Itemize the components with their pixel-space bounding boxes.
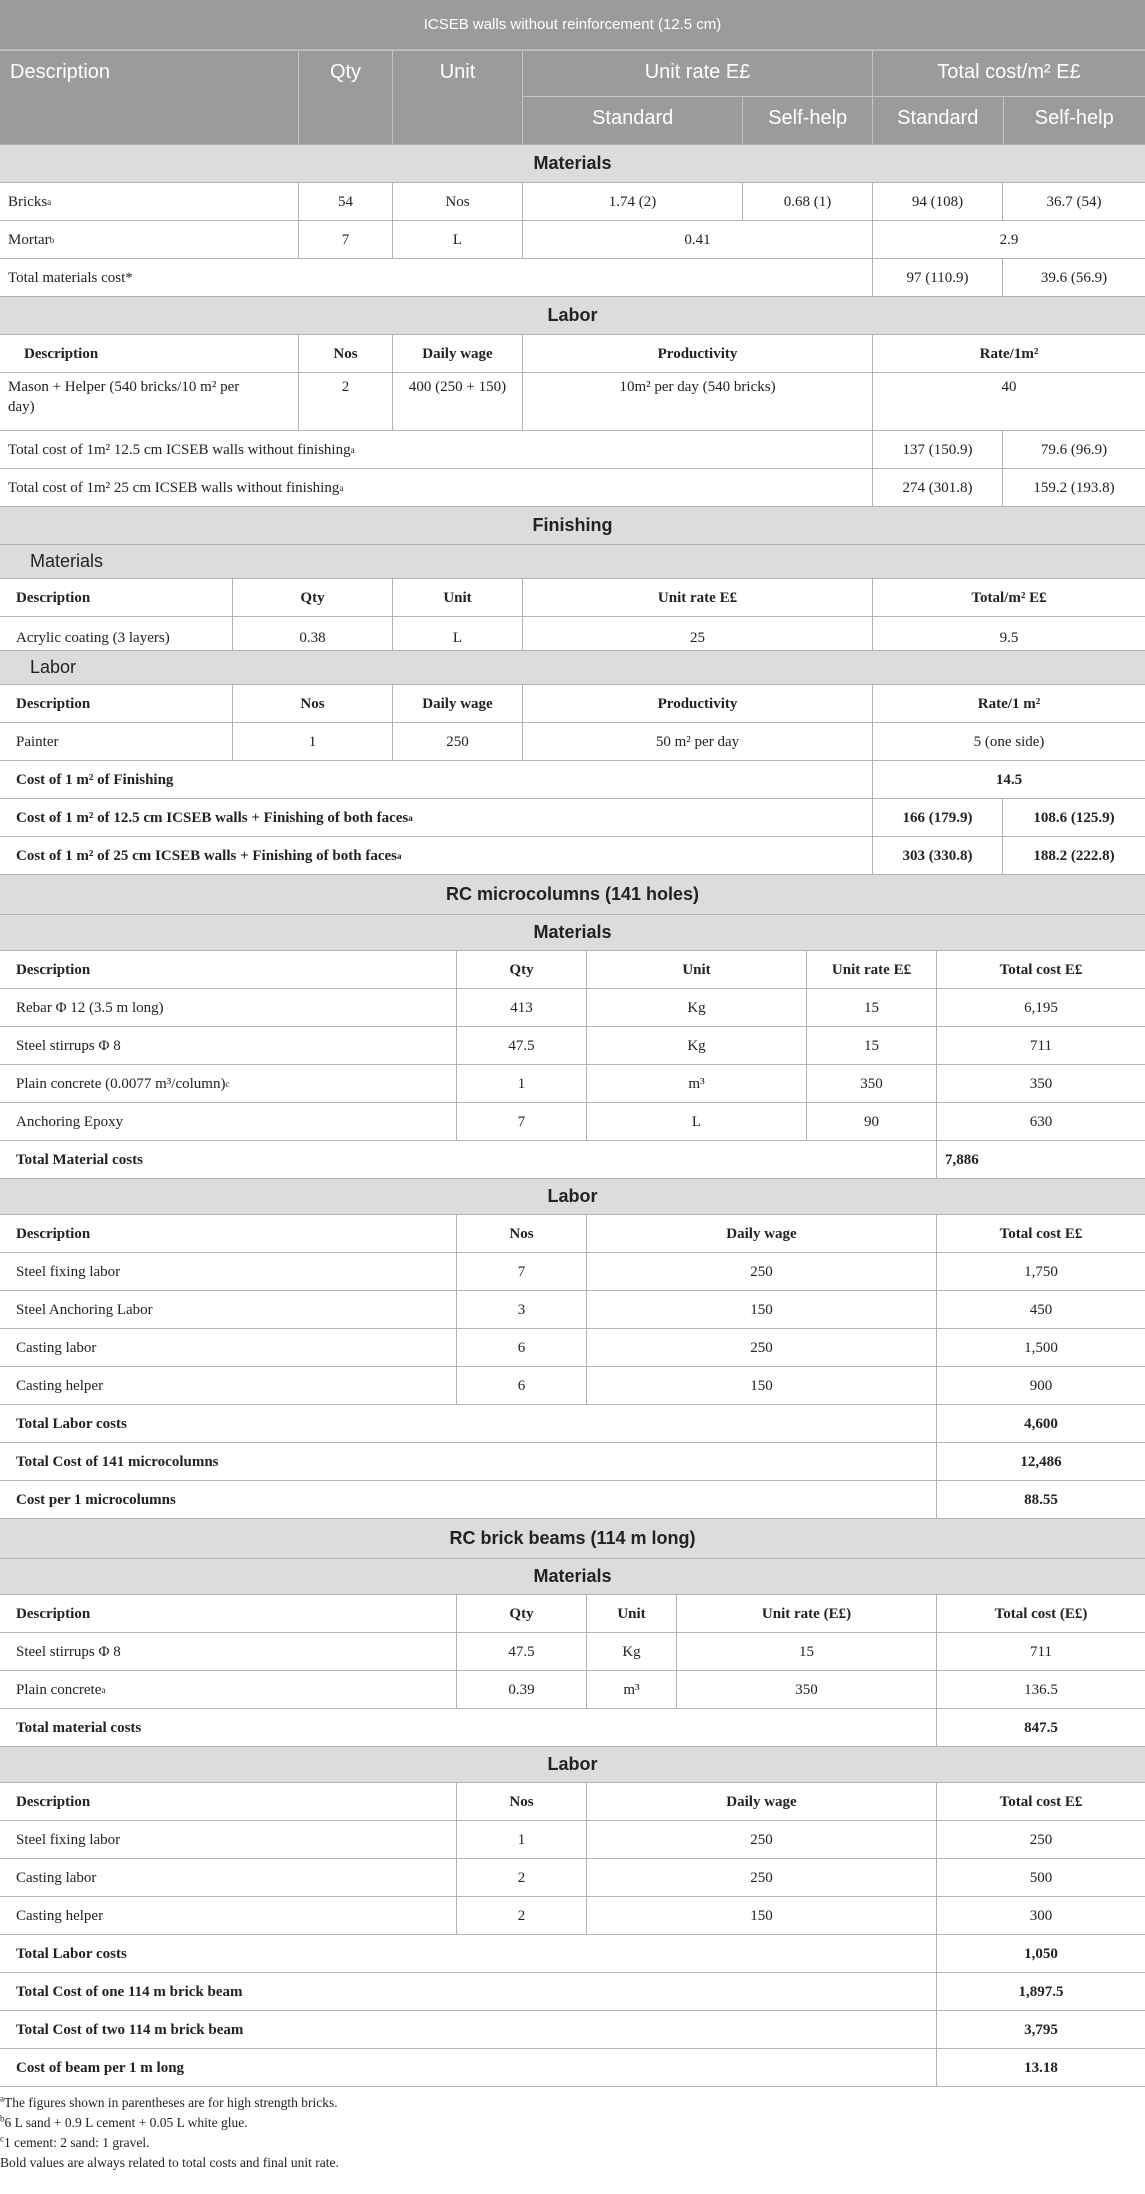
footnote: Bold values are always related to total costs and final unit rate.: [0, 2155, 339, 2170]
row-total-standard: 303 (330.8): [872, 837, 1002, 874]
col-total-cost: Total cost (E£): [936, 1595, 1145, 1632]
row-total-self-help: 159.2 (193.8): [1002, 469, 1145, 506]
microcolumns-labor-rows: [0, 1253, 1145, 1405]
header-qty: Qty: [298, 50, 392, 144]
section-beams-title: RC brick beams (114 m long): [449, 1528, 696, 1548]
row-unit-rate: 350: [676, 1671, 936, 1708]
section-beams-materials-title: Materials: [533, 1566, 612, 1586]
row-total-cost: 13.18: [936, 2049, 1145, 2086]
table-row-total: [0, 2011, 1145, 2049]
section-materials: [0, 145, 1145, 183]
row-total-cost: 4,600: [936, 1405, 1145, 1442]
row-description: Casting labor: [16, 1869, 97, 1886]
row-total-cost: 1,750: [936, 1253, 1145, 1290]
row-unit: L: [392, 221, 522, 258]
row-unit: m³: [586, 1065, 806, 1102]
row-description: Rebar Φ 12 (3.5 m long): [16, 999, 164, 1016]
row-total-cost: 88.55: [936, 1481, 1145, 1518]
row-unit: Kg: [586, 989, 806, 1026]
row-unit-rate: 90: [806, 1103, 936, 1140]
header-unit-rate: Unit rate E£: [523, 50, 872, 97]
table-row: [0, 373, 1145, 431]
table-row: [0, 1671, 1145, 1709]
row-total-cost: 3,795: [936, 2011, 1145, 2048]
table-row-total: [0, 469, 1145, 507]
row-total-cost: 1,050: [936, 1935, 1145, 1972]
col-daily-wage: Daily wage: [586, 1783, 936, 1820]
row-rate-self-help: 0.68 (1): [742, 183, 872, 220]
table-row: [0, 221, 1145, 259]
row-description: Cost of 1 m² of 12.5 cm ICSEB walls + Finishing of both faces a: [16, 809, 413, 826]
row-total-cost: 7,886: [936, 1141, 1145, 1178]
row-total: 14.5: [872, 761, 1145, 798]
row-description: Cost of beam per 1 m long: [16, 2059, 185, 2076]
row-daily-wage: 150: [586, 1897, 936, 1934]
footnotes: [0, 2087, 1145, 2173]
row-unit: Nos: [392, 183, 522, 220]
col-description: Description: [16, 1793, 91, 1810]
table-row: [0, 617, 1145, 651]
col-total-cost: Total cost E£: [936, 1215, 1145, 1252]
table-row: [0, 723, 1145, 761]
section-beams-labor: [0, 1747, 1145, 1783]
table-row: [0, 1291, 1145, 1329]
row-description: Cost of 1 m² of Finishing: [16, 771, 174, 788]
table-row-total: [0, 431, 1145, 469]
row-total-standard: 137 (150.9): [872, 431, 1002, 468]
row-unit-rate: 350: [806, 1065, 936, 1102]
row-daily-wage: 250: [392, 723, 522, 760]
header-total-cost-group: [872, 50, 1145, 144]
row-rate: 5 (one side): [872, 723, 1145, 760]
row-total-self-help: 36.7 (54): [1002, 183, 1145, 220]
table-row: [0, 1065, 1145, 1103]
section-microcolumns-materials: [0, 915, 1145, 951]
row-total-self-help: 188.2 (222.8): [1002, 837, 1145, 874]
row-description: Painter: [16, 733, 59, 750]
table-row: [0, 1253, 1145, 1291]
table-row-total: [0, 1141, 1145, 1179]
row-total-standard: 166 (179.9): [872, 799, 1002, 836]
table-row-total: [0, 1709, 1145, 1747]
row-description: Steel stirrups Φ 8: [16, 1643, 121, 1660]
col-daily-wage: Daily wage: [586, 1215, 936, 1252]
col-total-cost: Total cost E£: [936, 1783, 1145, 1820]
row-description: Casting helper: [16, 1377, 104, 1394]
section-labor: [0, 297, 1145, 335]
table-row-total: [0, 2049, 1145, 2087]
col-productivity: Productivity: [522, 685, 872, 722]
col-description: Description: [16, 695, 91, 712]
row-description: Steel stirrups Φ 8: [16, 1037, 121, 1054]
row-total-cost: 250: [936, 1821, 1145, 1858]
col-unit: Unit: [586, 951, 806, 988]
row-unit: Kg: [586, 1027, 806, 1064]
table-row-total: [0, 837, 1145, 875]
row-total-cost: 450: [936, 1291, 1145, 1328]
row-total-cost: 900: [936, 1367, 1145, 1404]
subsection-materials-title: Materials: [30, 551, 104, 571]
row-total-self-help: 39.6 (56.9): [1002, 259, 1145, 296]
row-description: Cost per 1 microcolumns: [16, 1491, 176, 1508]
row-total-standard: 274 (301.8): [872, 469, 1002, 506]
row-description: Total Labor costs: [16, 1415, 127, 1432]
table-row-total: [0, 259, 1145, 297]
row-total-self-help: 79.6 (96.9): [1002, 431, 1145, 468]
subsection-materials: [0, 545, 1145, 579]
row-unit: L: [586, 1103, 806, 1140]
row-total: 2.9: [872, 221, 1145, 258]
row-description: Total cost of 1m² 25 cm ICSEB walls without finishing a: [8, 479, 344, 496]
table-row: [0, 1821, 1145, 1859]
section-microcolumns-materials-title: Materials: [533, 922, 612, 942]
row-total-cost: 847.5: [936, 1709, 1145, 1746]
microcolumns-labor-header: [0, 1215, 1145, 1253]
col-qty: Qty: [456, 1595, 586, 1632]
col-qty: Qty: [232, 579, 392, 616]
row-nos: 6: [456, 1329, 586, 1366]
header-total-cost: Total cost/m² E£: [873, 50, 1145, 97]
row-nos: 6: [456, 1367, 586, 1404]
header-unit: Unit: [392, 50, 522, 144]
row-unit-rate: 15: [676, 1633, 936, 1670]
row-rate-standard: 1.74 (2): [522, 183, 742, 220]
section-microcolumns-labor-title: Labor: [547, 1186, 598, 1206]
row-description: Steel fixing labor: [16, 1263, 121, 1280]
row-qty: 54: [298, 183, 392, 220]
table-row: [0, 1103, 1145, 1141]
row-description: Anchoring Epoxy: [16, 1113, 124, 1130]
row-rate: 40: [872, 373, 1145, 430]
section-microcolumns-labor: [0, 1179, 1145, 1215]
row-unit: m³: [586, 1671, 676, 1708]
row-daily-wage: 250: [586, 1859, 936, 1896]
col-unit-rate: Unit rate E£: [522, 579, 872, 616]
table-row: [0, 1027, 1145, 1065]
table-row: [0, 183, 1145, 221]
col-total-cost: Total cost E£: [936, 951, 1145, 988]
row-total-cost: 630: [936, 1103, 1145, 1140]
beams-labor-rows: [0, 1821, 1145, 1935]
row-nos: 2: [456, 1897, 586, 1934]
col-unit: Unit: [586, 1595, 676, 1632]
footnote: $^b$6 L sand + 0.9 L cement + 0.05 L white glue.: [0, 2113, 248, 2130]
row-unit-rate: 15: [806, 989, 936, 1026]
row-total-cost: 6,195: [936, 989, 1145, 1026]
col-description: Description: [24, 345, 99, 362]
row-total: 9.5: [872, 617, 1145, 650]
beams-materials-header: [0, 1595, 1145, 1633]
row-daily-wage: 250: [586, 1821, 936, 1858]
column-header: [0, 50, 1145, 145]
col-nos: Nos: [456, 1783, 586, 1820]
header-description: Description: [0, 50, 298, 144]
finishing-materials-header: [0, 579, 1145, 617]
row-description: Acrylic coating (3 layers): [16, 630, 170, 646]
beams-materials-rows: [0, 1633, 1145, 1709]
row-total-standard: 97 (110.9): [872, 259, 1002, 296]
header-total-standard: Standard: [897, 107, 979, 129]
section-beams: [0, 1519, 1145, 1559]
table-row-total: [0, 1405, 1145, 1443]
row-productivity: 10m² per day (540 bricks): [522, 373, 872, 430]
row-daily-wage: 250: [586, 1253, 936, 1290]
section-microcolumns-title: RC microcolumns (141 holes): [445, 884, 700, 904]
col-description: Description: [16, 961, 91, 978]
row-description: Steel fixing labor: [16, 1831, 121, 1848]
row-total-cost: 711: [936, 1027, 1145, 1064]
section-finishing: [0, 507, 1145, 545]
col-unit-rate: Unit rate E£: [806, 951, 936, 988]
table-row-total: [0, 1935, 1145, 1973]
table-row: [0, 1367, 1145, 1405]
col-unit: Unit: [392, 579, 522, 616]
row-description: Total materials cost*: [8, 269, 133, 286]
row-description: Steel Anchoring Labor: [16, 1301, 153, 1318]
table-row: [0, 1859, 1145, 1897]
col-total: Total/m² E£: [872, 579, 1145, 616]
row-daily-wage: 150: [586, 1367, 936, 1404]
table-row: [0, 1897, 1145, 1935]
row-qty: 7: [298, 221, 392, 258]
col-qty: Qty: [456, 951, 586, 988]
row-nos: 1: [232, 723, 392, 760]
row-daily-wage: 250: [586, 1329, 936, 1366]
table-row: [0, 1633, 1145, 1671]
row-total-cost: 1,500: [936, 1329, 1145, 1366]
row-total-cost: 12,486: [936, 1443, 1145, 1480]
col-rate: Rate/1m²: [872, 335, 1145, 372]
row-daily-wage: 150: [586, 1291, 936, 1328]
col-nos: Nos: [298, 335, 392, 372]
section-beams-materials: [0, 1559, 1145, 1595]
section-finishing-title: Finishing: [532, 515, 613, 535]
subsection-labor: [0, 651, 1145, 685]
row-description: Total Labor costs: [16, 1945, 127, 1962]
row-total-cost: 1,897.5: [936, 1973, 1145, 2010]
row-qty: 47.5: [456, 1027, 586, 1064]
col-daily-wage: Daily wage: [392, 685, 522, 722]
table-title: ICSEB walls without reinforcement (12.5 cm): [423, 15, 722, 33]
row-nos: 1: [456, 1821, 586, 1858]
row-description: Plain concrete a: [16, 1681, 106, 1698]
row-description: Casting helper: [16, 1907, 104, 1924]
table-row-total: [0, 1973, 1145, 2011]
row-unit: Kg: [586, 1633, 676, 1670]
row-nos: 3: [456, 1291, 586, 1328]
header-rate-standard: Standard: [592, 107, 674, 129]
col-productivity: Productivity: [522, 335, 872, 372]
row-qty: 1: [456, 1065, 586, 1102]
row-daily-wage: 400 (250 + 150): [392, 373, 522, 430]
table-row: [0, 989, 1145, 1027]
col-description: Description: [16, 1605, 91, 1622]
header-unit-rate-group: [522, 50, 872, 144]
section-labor-title: Labor: [547, 305, 598, 325]
row-nos: 7: [456, 1253, 586, 1290]
row-description: Total Cost of two 114 m brick beam: [16, 2021, 244, 2038]
row-total-cost: 711: [936, 1633, 1145, 1670]
table-row-total: [0, 1443, 1145, 1481]
row-nos: 2: [298, 373, 392, 430]
col-nos: Nos: [456, 1215, 586, 1252]
col-rate: Rate/1 m²: [872, 685, 1145, 722]
table-row-total: [0, 799, 1145, 837]
footnote: $^c$1 cement: 2 sand: 1 gravel.: [0, 2133, 150, 2150]
row-description: Total Material costs: [16, 1151, 143, 1168]
col-unit-rate: Unit rate (E£): [676, 1595, 936, 1632]
row-total-cost: 136.5: [936, 1671, 1145, 1708]
finishing-labor-header: [0, 685, 1145, 723]
table-row-total: [0, 761, 1145, 799]
row-description: Total Cost of one 114 m brick beam: [16, 1983, 243, 2000]
row-rate: 0.41: [522, 221, 872, 258]
microcolumns-materials-rows: [0, 989, 1145, 1141]
row-description: Mason + Helper (540 bricks/10 m² per day): [8, 379, 240, 415]
row-nos: 2: [456, 1859, 586, 1896]
row-qty: 0.38: [232, 617, 392, 650]
col-description: Description: [16, 1225, 91, 1242]
section-beams-labor-title: Labor: [547, 1754, 598, 1774]
row-total-cost: 350: [936, 1065, 1145, 1102]
row-description: Mortar b: [8, 231, 55, 248]
row-total-cost: 300: [936, 1897, 1145, 1934]
row-description: Total material costs: [16, 1719, 142, 1736]
subsection-labor-title: Labor: [30, 657, 77, 677]
header-rate-self-help: Self-help: [742, 97, 872, 144]
microcolumns-materials-header: [0, 951, 1145, 989]
row-unit: L: [392, 617, 522, 650]
row-productivity: 50 m² per day: [522, 723, 872, 760]
row-qty: 7: [456, 1103, 586, 1140]
header-total-self-help: Self-help: [1003, 97, 1145, 144]
table-title-row: [0, 0, 1145, 50]
labor-header-row: [0, 335, 1145, 373]
row-total-cost: 500: [936, 1859, 1145, 1896]
row-description: Bricks a: [8, 193, 52, 210]
row-qty: 413: [456, 989, 586, 1026]
section-microcolumns: [0, 875, 1145, 915]
row-unit-rate: 15: [806, 1027, 936, 1064]
row-qty: 0.39: [456, 1671, 586, 1708]
row-unit-rate: 25: [522, 617, 872, 650]
section-materials-title: Materials: [533, 153, 612, 173]
col-daily-wage: Daily wage: [392, 335, 522, 372]
row-description: Casting labor: [16, 1339, 97, 1356]
row-description: Total Cost of 141 microcolumns: [16, 1453, 219, 1470]
table-row-total: [0, 1481, 1145, 1519]
row-description: Cost of 1 m² of 25 cm ICSEB walls + Finishing of both faces a: [16, 847, 402, 864]
row-qty: 47.5: [456, 1633, 586, 1670]
row-description: Total cost of 1m² 12.5 cm ICSEB walls without finishing a: [8, 441, 355, 458]
row-description: Plain concrete (0.0077 m³/column) c: [16, 1075, 230, 1092]
footnote: $^a$The figures shown in parentheses are for high strength bricks.: [0, 2093, 338, 2110]
beams-labor-header: [0, 1783, 1145, 1821]
col-nos: Nos: [232, 685, 392, 722]
table-row: [0, 1329, 1145, 1367]
row-total-standard: 94 (108): [872, 183, 1002, 220]
col-description: Description: [16, 589, 91, 606]
row-total-self-help: 108.6 (125.9): [1002, 799, 1145, 836]
